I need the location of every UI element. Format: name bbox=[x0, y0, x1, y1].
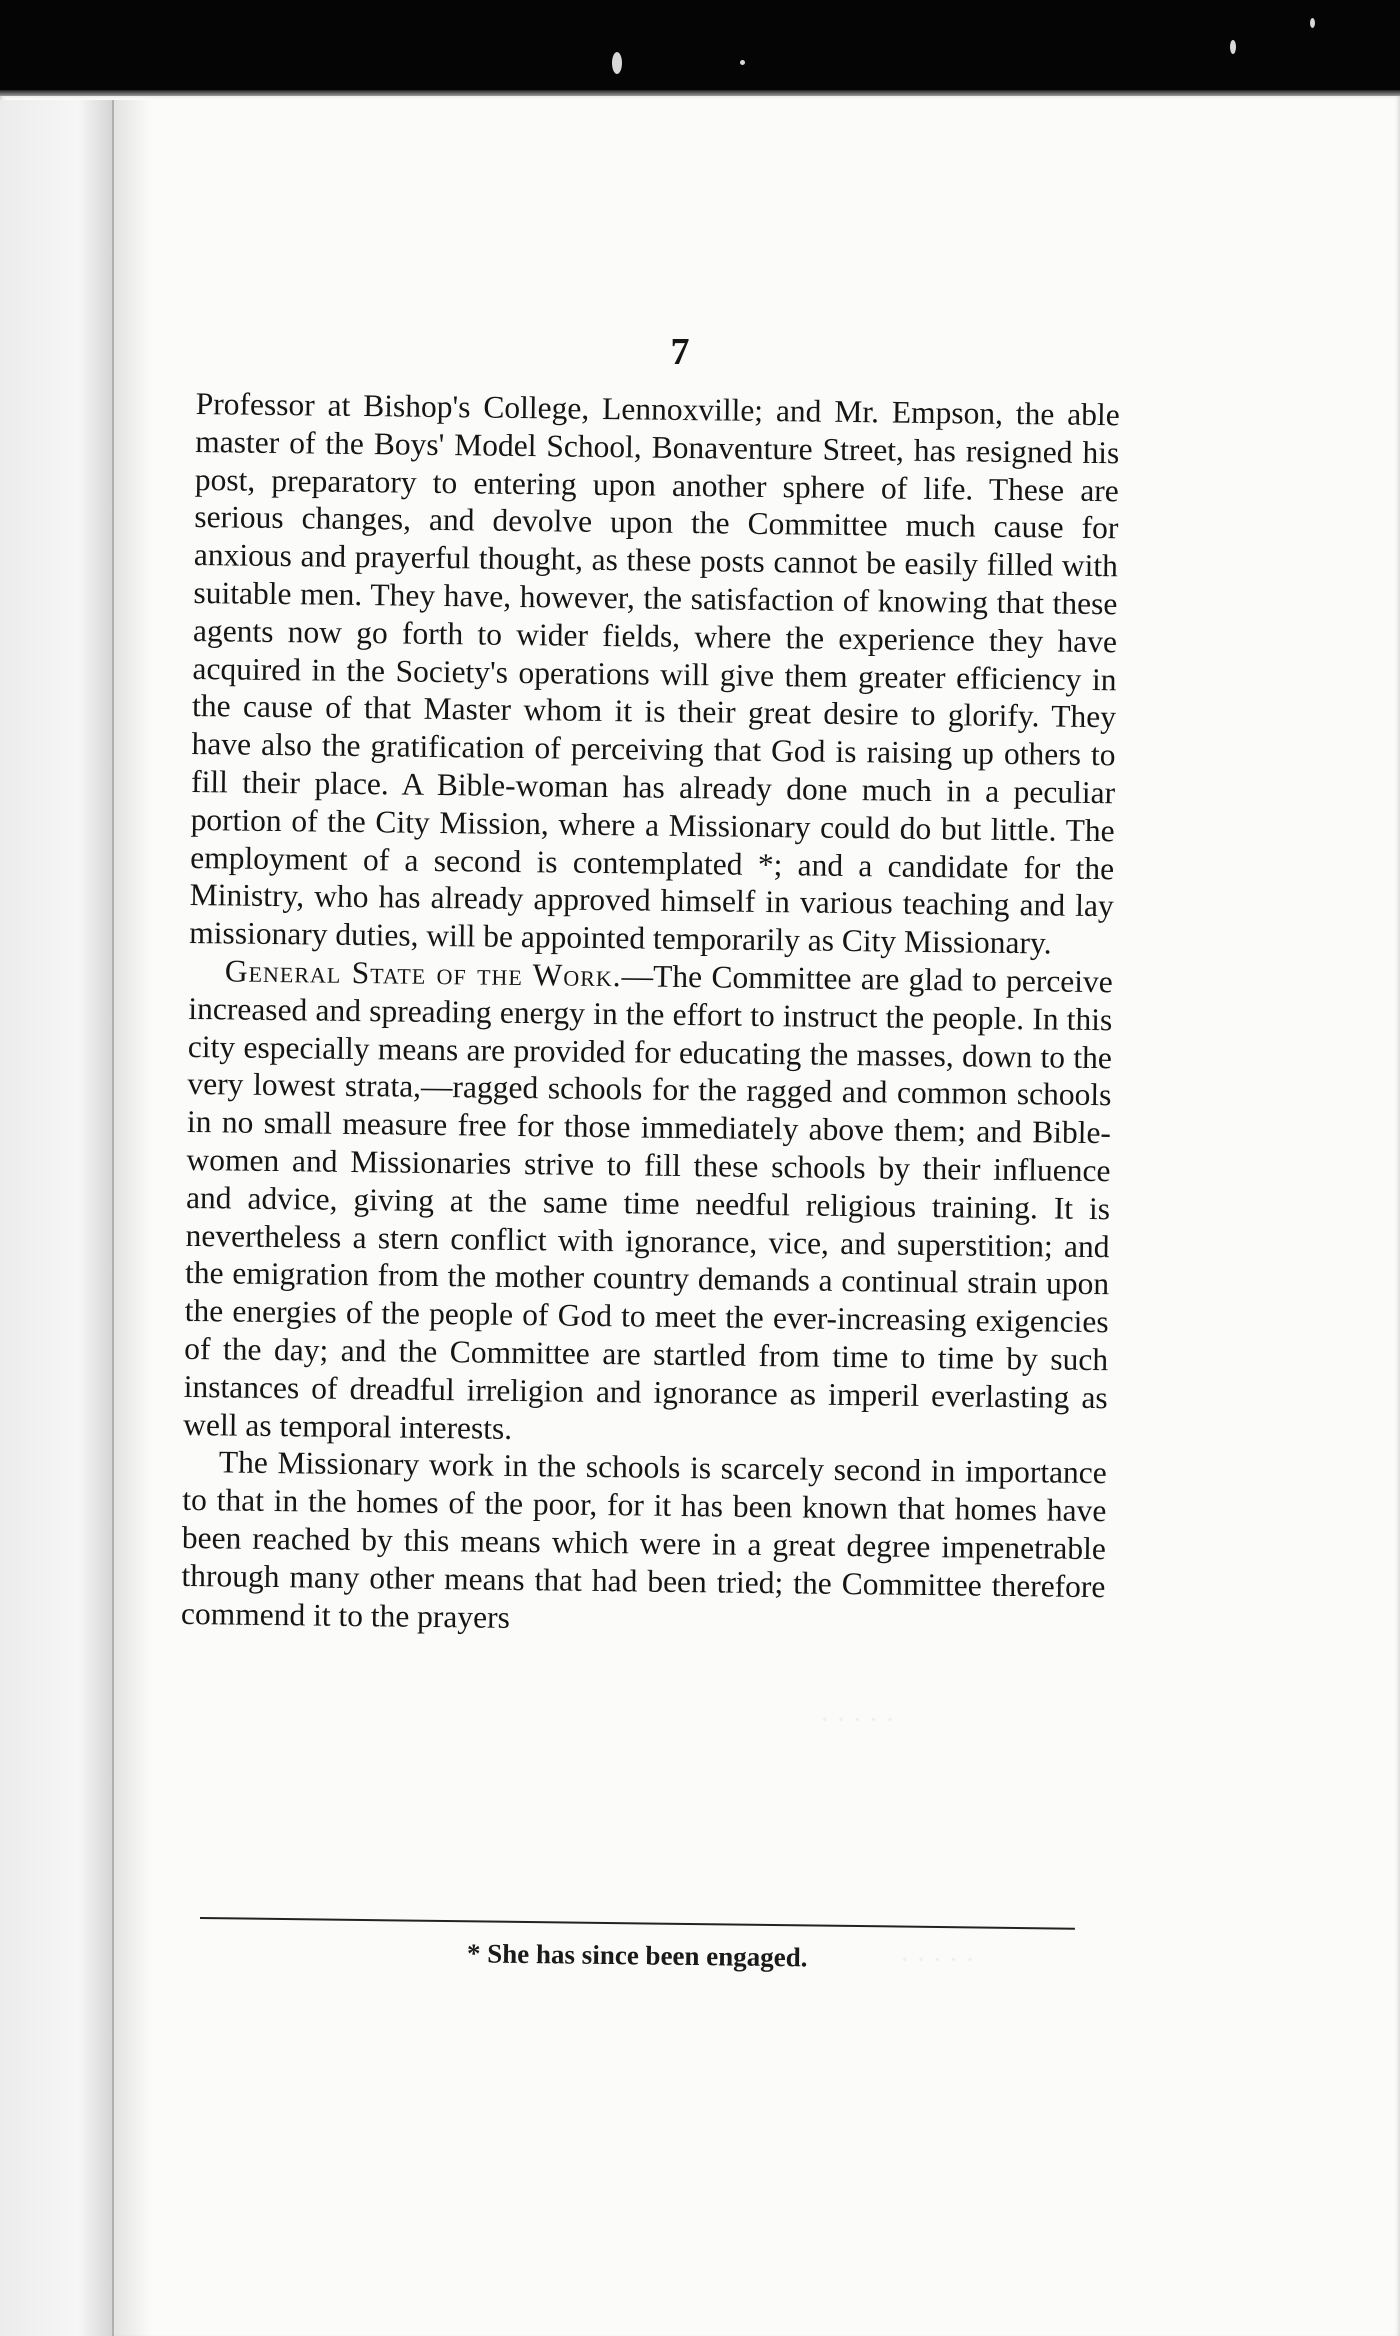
show-through-text: · · · · · bbox=[900, 1945, 975, 1976]
paragraph-text: —The Committee are glad to perceive increased and spreading energy in the effort to instruct the people. In this city especially means are provided for educating the masses, down to the very lowest strata,—ragged schools for the ragged and common schools in no small measure free for those immediately above them; and Bible-women and Missionaries strive to fill these schools by their influence and advice, giving at the same time needful religious training. It is nevertheless a stern conflict with ignorance, vice, and superstition; and the emigration from the mother country demands a continual strain upon the energies of the people of God to meet the ever-increasing exigencies of the day; and the Committee are startled from time to time by such instances of dreadful irreligion and ignorance as imperil everlasting as well as temporal interests. bbox=[183, 958, 1113, 1446]
show-through-text: · · · · · bbox=[820, 1705, 895, 1736]
footnote: * She has since been engaged. bbox=[466, 1938, 808, 1973]
paragraph: The Missionary work in the schools is scarcely second in importance to that in the homes of the poor, for it has been known that homes have been reached by this means which were in a great degree impenetrable through many other means that had been tried; the Committee therefore commend it to the prayers bbox=[180, 1444, 1107, 1635]
paragraph: Professor at Bishop's College, Lennoxville; and Mr. Empson, the able master of the Boys' Model School, Bonaventure Street, has resigned his post, preparatory to entering upon another sphere of life. These are serious changes, and devolve upon the Committee much cause for anxious and prayerful thought, as these posts cannot be easily filled with suitable men. They have, however, the satisfaction of knowing that these agents now go forth to wider fields, where the experience they have acquired in the Society's operations will give them greater efficiency in the cause of that Master whom it is their great desire to glorify. They have also the gratification of perceiving that God is raising up others to fill their place. A Bible-woman has already done much in a peculiar portion of the City Mission, where a Missionary could do but little. The employment of a second is contemplated *; and a candidate for the Ministry, who has already approved himself in various teaching and lay missionary duties, will be appointed temporarily as City Missionary. bbox=[189, 385, 1120, 961]
facing-page-edge bbox=[0, 100, 114, 2336]
body-text bbox=[181, 385, 1120, 1643]
paragraph bbox=[183, 952, 1113, 1455]
page-number: 7 bbox=[670, 331, 690, 373]
page-top-edge bbox=[0, 90, 1400, 96]
section-heading: General State of the Work. bbox=[224, 953, 622, 994]
gutter-shadow bbox=[112, 100, 152, 2336]
scan-dark-border bbox=[0, 0, 1400, 100]
